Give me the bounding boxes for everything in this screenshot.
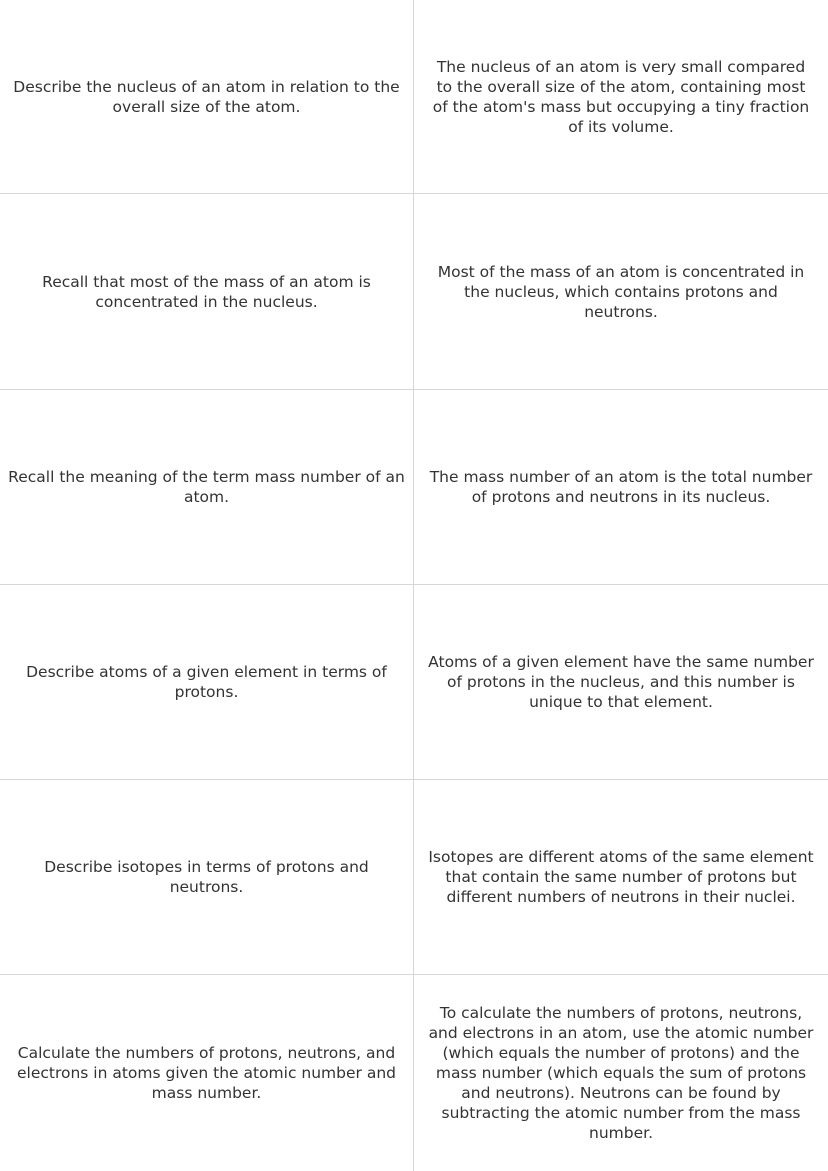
- card-prompt: [0, 585, 414, 780]
- card-answer-text: Atoms of a given element have the same number of protons in the nucleus, and this number is unique to that element.: [428, 653, 814, 711]
- card-prompt: [0, 0, 414, 194]
- card-answer-text: To calculate the numbers of protons, neutrons, and electrons in an atom, use the atomic number (which equals the number of protons) and the mass number (which equals the sum of protons and neutrons). Neutrons can be found by subtracting the atomic number from the mass number.: [428, 1004, 814, 1142]
- card-prompt-text: Recall the meaning of the term mass number of an atom.: [8, 468, 405, 506]
- card-prompt: [0, 390, 414, 585]
- card-prompt-text: Recall that most of the mass of an atom is concentrated in the nucleus.: [42, 272, 371, 311]
- card-answer: [414, 194, 828, 390]
- card-answer: [414, 0, 828, 194]
- card-prompt: [0, 975, 414, 1171]
- card-prompt-text: Describe the nucleus of an atom in relation to the overall size of the atom.: [13, 77, 400, 116]
- card-answer-text: The mass number of an atom is the total number of protons and neutrons in its nucleus.: [429, 468, 813, 506]
- card-prompt-text: Calculate the numbers of protons, neutrons, and electrons in atoms given the atomic number and mass number.: [16, 1044, 396, 1102]
- card-prompt: [0, 780, 414, 975]
- card-prompt-text: Describe isotopes in terms of protons and neutrons.: [44, 858, 369, 896]
- card-prompt-text: Describe atoms of a given element in terms of protons.: [26, 663, 387, 701]
- card-answer-text: Most of the mass of an atom is concentrated in the nucleus, which contains protons and neutrons.: [437, 262, 805, 321]
- card-answer: [414, 780, 828, 975]
- card-answer: [414, 585, 828, 780]
- card-answer: [414, 975, 828, 1171]
- card-answer-text: The nucleus of an atom is very small compared to the overall size of the atom, containing most of the atom's mass but occupying a tiny fraction of its volume.: [432, 57, 810, 136]
- card-answer-text: Isotopes are different atoms of the same element that contain the same number of protons but different numbers of neutrons in their nuclei.: [428, 848, 814, 906]
- card-prompt: [0, 194, 414, 390]
- card-answer: [414, 390, 828, 585]
